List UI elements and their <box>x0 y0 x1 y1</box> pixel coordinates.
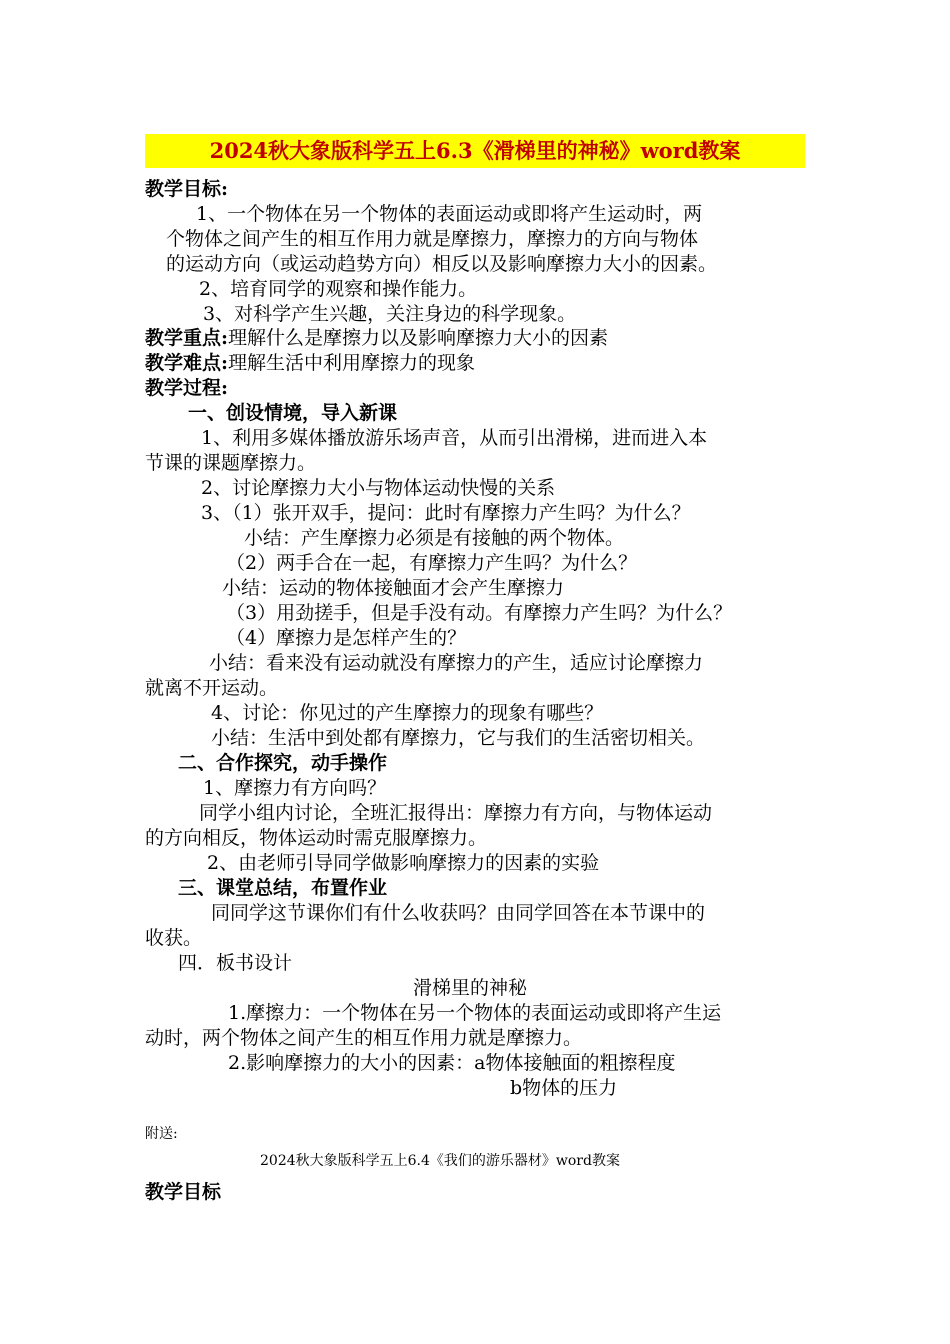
section1-line: 2、讨论摩擦力大小与物体运动快慢的关系 <box>201 477 556 499</box>
section1-line: 小结：看来没有运动就没有摩擦力的产生，适应讨论摩擦力 <box>209 652 704 674</box>
section4-heading: 四．板书设计 <box>178 952 293 974</box>
section2-line: 1、摩擦力有方向吗？ <box>203 777 387 799</box>
section1-line: 4、讨论：你见过的产生摩擦力的现象有哪些？ <box>211 702 604 724</box>
appendix-title: 2024秋大象版科学五上6.4《我们的游乐器材》word教案 <box>260 1153 620 1169</box>
key-point-label: 教学重点: <box>145 327 229 349</box>
appendix-label: 附送: <box>145 1126 178 1142</box>
key-point-text: 理解什么是摩擦力以及影响摩擦力大小的因素 <box>228 327 609 349</box>
section3-line: 收获。 <box>145 927 203 949</box>
section1-line: 小结：产生摩擦力必须是有接触的两个物体。 <box>244 527 625 549</box>
process-heading: 教学过程: <box>145 377 229 399</box>
section1-line: （4）摩擦力是怎样产生的？ <box>226 627 467 649</box>
section1-line: 3、（1）张开双手，提问：此时有摩擦力产生吗？为什么？ <box>201 502 691 524</box>
board-line: 1.摩擦力：一个物体在另一个物体的表面运动或即将产生运 <box>228 1002 722 1024</box>
section1-heading: 一、创设情境，导入新课 <box>188 402 398 424</box>
section2-line: 的方向相反，物体运动时需克服摩擦力。 <box>145 827 488 849</box>
board-line: 2.影响摩擦力的大小的因素：a物体接触面的粗擦程度 <box>228 1052 676 1074</box>
section1-line: 小结：运动的物体接触面才会产生摩擦力 <box>222 577 565 599</box>
appendix-next-heading: 教学目标 <box>145 1181 222 1203</box>
difficulty <box>145 351 475 376</box>
section1-line: （2）两手合在一起，有摩擦力产生吗？为什么？ <box>226 552 638 574</box>
goal-line: 3、对科学产生兴趣，关注身边的科学现象。 <box>203 303 577 325</box>
section3-line: 同同学这节课你们有什么收获吗？由同学回答在本节课中的 <box>211 902 706 924</box>
board-line: 动时，两个物体之间产生的相互作用力就是摩擦力。 <box>145 1027 583 1049</box>
section1-line: 小结：生活中到处都有摩擦力，它与我们的生活密切相关。 <box>211 727 706 749</box>
section1-line: 1、利用多媒体播放游乐场声音，从而引出滑梯，进而进入本 <box>201 427 708 449</box>
goal-line: 的运动方向（或运动趋势方向）相反以及影响摩擦力大小的因素。 <box>166 253 718 275</box>
goal-line: 1、一个物体在另一个物体的表面运动或即将产生运动时，两 <box>196 203 703 225</box>
key-point <box>145 326 608 351</box>
section1-line: 节课的课题摩擦力。 <box>145 452 317 474</box>
section2-line: 2、由老师引导同学做影响摩擦力的因素的实验 <box>207 852 600 874</box>
section1-line: 就离不开运动。 <box>145 677 279 699</box>
goals-heading: 教学目标: <box>145 178 229 200</box>
board-title: 滑梯里的神秘 <box>413 977 528 999</box>
section2-line: 同学小组内讨论，全班汇报得出：摩擦力有方向，与物体运动 <box>199 802 713 824</box>
section2-heading: 二、合作探究，动手操作 <box>178 752 388 774</box>
goal-line: 2、培育同学的观察和操作能力。 <box>199 278 478 300</box>
board-line: b物体的压力 <box>510 1077 618 1099</box>
goal-line: 个物体之间产生的相互作用力就是摩擦力，摩擦力的方向与物体 <box>166 228 699 250</box>
difficulty-label: 教学难点: <box>145 352 229 374</box>
difficulty-text: 理解生活中利用摩擦力的现象 <box>228 352 476 374</box>
document-title: 2024秋大象版科学五上6.3《滑梯里的神秘》word教案 <box>145 134 805 168</box>
section1-line: （3）用劲搓手，但是手没有动。有摩擦力产生吗？为什么？ <box>226 602 733 624</box>
section3-heading: 三、课堂总结，布置作业 <box>178 877 388 899</box>
